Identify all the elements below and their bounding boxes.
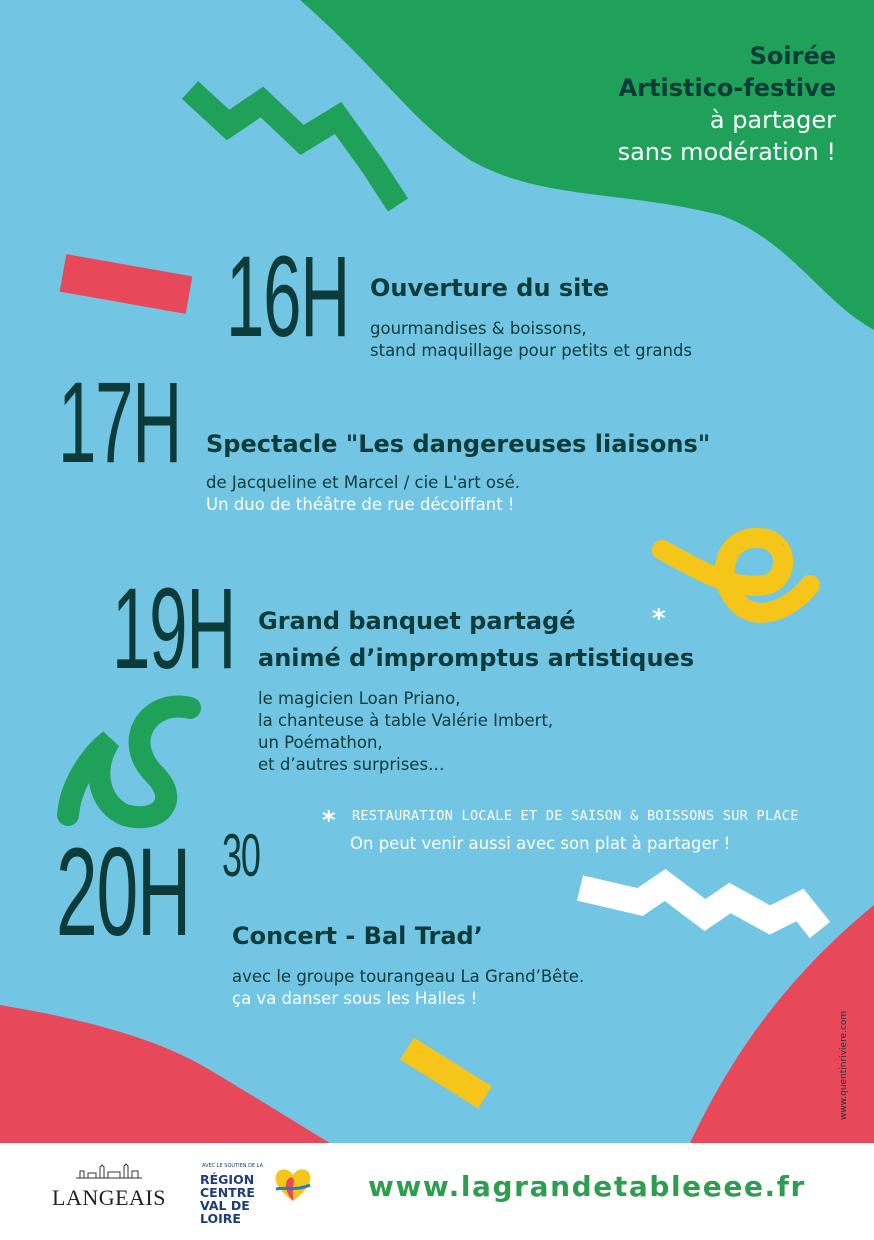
hour-19h: 19H (112, 565, 235, 693)
red-bar-shape (60, 254, 193, 314)
event-desc-16h (370, 318, 692, 362)
tagline-line3: à partager (709, 106, 836, 134)
yellow-loop-shape (662, 538, 810, 613)
tagline (618, 40, 836, 168)
event-desc-line: un Poémathon, (258, 733, 383, 752)
food-note-line2: On peut venir aussi avec son plat à partager ! (350, 834, 731, 853)
event-desc-line: avec le groupe tourangeau La Grand’Bête. (232, 967, 585, 986)
event-desc-line: et d’autres surprises… (258, 755, 445, 774)
region-name-label: RÉGION CENTRE VAL DE LOIRE (200, 1172, 255, 1226)
tagline-line4: sans modération ! (617, 138, 836, 166)
event-desc-17h (206, 472, 520, 516)
event-title-17h: Spectacle "Les dangereuses liaisons" (206, 430, 711, 458)
langeais-logo (44, 1163, 174, 1211)
event-title-19h-line1: Grand banquet partagé (258, 607, 576, 635)
asterisk-icon: * (322, 806, 336, 836)
food-note-line1: RESTAURATION LOCALE ET DE SAISON & BOISSONS SUR PLACE (352, 808, 799, 824)
event-desc-line: gourmandises & boissons, (370, 319, 587, 338)
hour-16h: 16H (226, 233, 349, 361)
event-desc-line: Un duo de théâtre de rue décoiffant ! (206, 495, 515, 514)
green-loop-shape (68, 707, 190, 818)
event-desc-line: ça va danser sous les Halles ! (232, 989, 478, 1008)
langeais-label: LANGEAIS (52, 1185, 166, 1210)
event-desc-line: de Jacqueline et Marcel / cie L'art osé. (206, 473, 520, 492)
green-zigzag-shape (190, 90, 398, 205)
hour-17h: 17H (58, 359, 181, 487)
tagline-line2: Artistico-festive (618, 74, 836, 102)
asterisk-icon: * (652, 604, 666, 634)
event-title-19h-line2: animé d’impromptus artistiques (258, 644, 695, 672)
hour-20h-minutes: 30 (222, 822, 260, 889)
white-zigzag-shape (580, 885, 820, 930)
region-logo (198, 1163, 318, 1227)
website-url[interactable]: www.lagrandetableeee.fr (368, 1170, 806, 1203)
footer (0, 1143, 874, 1240)
event-desc-line: la chanteuse à table Valérie Imbert, (258, 711, 554, 730)
red-bottom-left-shape (0, 1005, 330, 1143)
tagline-line1: Soirée (749, 42, 836, 70)
event-desc-line: stand maquillage pour petits et grands (370, 341, 693, 360)
event-desc-20h30 (232, 966, 584, 1010)
castle-icon (74, 1163, 144, 1179)
heart-icon (272, 1165, 314, 1205)
designer-credit: www.quentinriviere.com (839, 1010, 849, 1120)
event-title-20h30: Concert - Bal Trad’ (232, 922, 483, 950)
event-desc-19h (258, 688, 553, 776)
region-support-label: AVEC LE SOUTIEN DE LA (202, 1163, 264, 1169)
yellow-bar-shape (400, 1038, 492, 1109)
event-desc-line: le magicien Loan Priano, (258, 689, 461, 708)
event-title-16h: Ouverture du site (370, 274, 610, 302)
hour-20h: 20H (56, 823, 190, 962)
